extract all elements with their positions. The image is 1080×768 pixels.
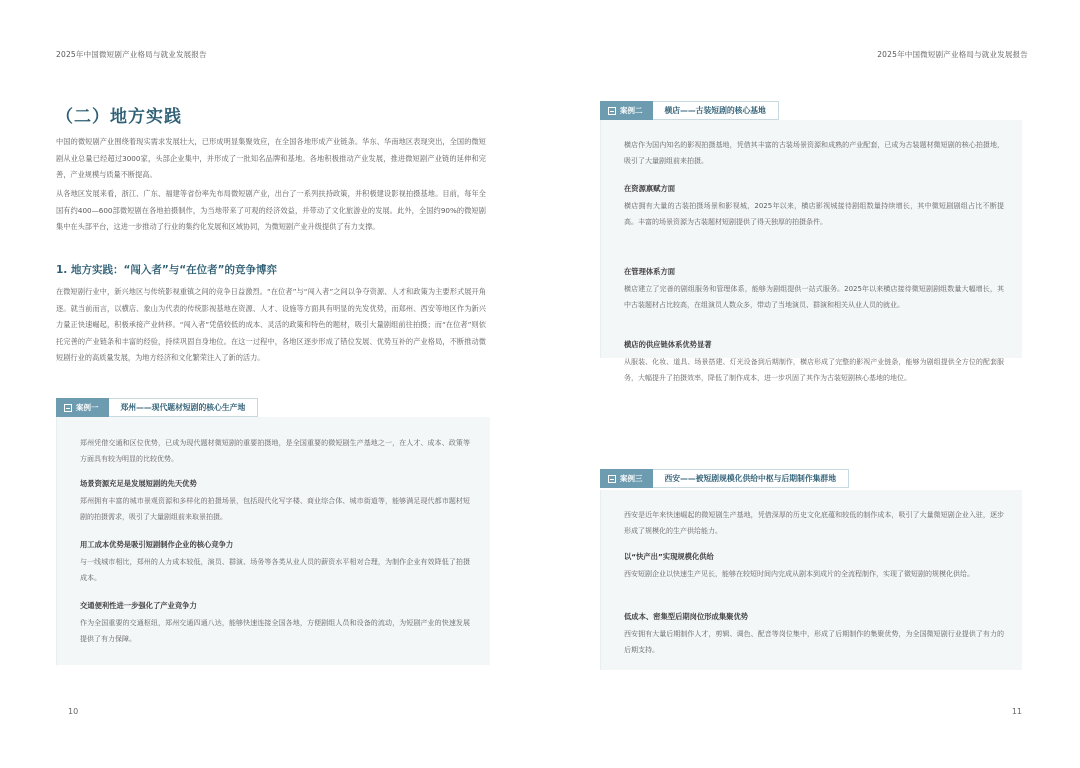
case2-item3-heading: 横店的供应链体系优势显著 (624, 340, 712, 349)
case2-header (600, 101, 779, 120)
case1-tag (56, 398, 109, 417)
case2-item2-heading: 在管理体系方面 (624, 267, 676, 276)
case2-tag-label: 案例二 (620, 106, 643, 115)
right-page (540, 0, 1080, 768)
page-number-left: 10 (68, 707, 79, 716)
case1-item3-heading: 交通便利性进一步强化了产业竞争力 (80, 601, 197, 610)
case-book-icon (608, 107, 616, 115)
case1-item1-heading: 场景资源充足是发展短剧的先天优势 (80, 479, 197, 488)
case2-title: 横店——古装短剧的核心基地 (653, 101, 779, 120)
case2-item1-heading: 在资源禀赋方面 (624, 184, 676, 193)
case3-title: 西安——被短剧规模化供给中枢与后期制作集群地 (653, 469, 850, 488)
case1-lead: 郑州凭借交通和区位优势，已成为现代题材微短剧的重要拍摄地，是全国重要的微短剧生产基地之一，在人才、成本、政策等方面具有较为明显的比较优势。 (80, 439, 470, 463)
case1-item3-text: 作为全国重要的交通枢纽，郑州交通四通八达，能够快速连接全国各地，方便剧组人员和设备的流动，为短剧产业的快速发展提供了有力保障。 (80, 619, 470, 643)
case2-tag (600, 101, 653, 120)
running-head-left: 2025年中国微短剧产业格局与就业发展报告 (56, 50, 207, 59)
case1-item2-heading: 用工成本优势是吸引短剧制作企业的核心竞争力 (80, 540, 234, 549)
case3-item2-text: 西安拥有大量后期制作人才，剪辑、调色、配音等岗位集中，形成了后期制作的集聚优势，为全国微短剧行业提供了有力的后期支持。 (624, 630, 1004, 654)
case3-header (600, 469, 849, 488)
running-head-right: 2025年中国微短剧产业格局与就业发展报告 (877, 50, 1028, 59)
case1-item2-text: 与一线城市相比，郑州的人力成本较低，演员、群演、场务等各类从业人员的薪资水平相对合理，为制作企业有效降低了拍摄成本。 (80, 558, 470, 582)
page-number-right: 11 (1011, 707, 1022, 716)
section-title: （二）地方实践 (56, 107, 182, 127)
case2-item3-text: 从服装、化妆、道具、场景搭建、灯光设备到后期制作，横店形成了完整的影视产业链条，能够为剧组提供全方位的配套服务，大幅提升了拍摄效率，降低了制作成本，进一步巩固了其作为古装短剧核心基地的地位。 (624, 358, 1004, 382)
subsection-title: 1. 地方实践：“闯入者”与“在位者”的竞争博弈 (56, 264, 278, 276)
case3-tag (600, 469, 653, 488)
case3-tag-label: 案例三 (620, 474, 643, 483)
case3-lead: 西安是近年来快速崛起的微短剧生产基地，凭借深厚的历史文化底蕴和较低的制作成本，吸引了大量微短剧企业入驻，逐步形成了规模化的生产供给能力。 (624, 511, 1004, 535)
case-book-icon (64, 404, 72, 412)
case2-item1-text: 横店拥有大量的古装拍摄场景和影视城，2025年以来，横店影视城接待剧组数量持续增长，其中微短剧剧组占比不断提高。丰富的场景资源为古装题材短剧提供了得天独厚的拍摄条件。 (624, 202, 1004, 226)
case1-tag-label: 案例一 (76, 403, 99, 412)
case2-item2-text: 横店建立了完善的剧组服务和管理体系，能够为剧组提供一站式服务。2025年以来横店接待微短剧剧组数量大幅增长，其中古装题材占比较高，在组演员人数众多，带动了当地演员、群演和相关从业人员的就业。 (624, 285, 1004, 309)
case-book-icon (608, 475, 616, 483)
case2-lead: 横店作为国内知名的影视拍摄基地，凭借其丰富的古装场景资源和成熟的产业配套，已成为古装题材微短剧的核心拍摄地，吸引了大量剧组前来拍摄。 (624, 141, 1004, 165)
case3-item2-heading: 低成本、密集型后期岗位形成集聚优势 (624, 612, 749, 621)
case1-title: 郑州——现代题材短剧的核心生产地 (109, 398, 259, 417)
case3-item1-text: 西安短剧企业以快速生产见长，能够在较短时间内完成从剧本到成片的全流程制作，实现了微短剧的规模化供给。 (624, 570, 974, 578)
intro-paragraph-1: 中国的微短剧产业围绕着现实需求发展壮大，已形成明显集聚效应，在全国各地形成产业链条。华东、华南地区表现突出，全国的微短剧从业总量已经超过3000家，头部企业集中，并形成了一批知名品牌和基地。各地积极推动产业发展，推进微短剧产业链的延伸和完善，产业规模与质量不断提高。 (56, 137, 486, 179)
case3-item1-heading: 以“快产出”实现规模化供给 (624, 552, 714, 561)
case1-header (56, 398, 258, 417)
subsection-paragraph: 在微短剧行业中，新兴地区与传统影视重镇之间的竞争日益激烈。“在位者”与“闯入者”之间以争夺资源、人才和政策为主要形式展开角逐。就当前而言，以横店、象山为代表的传统影视基地在资源、人才、设施等方面具有明显的先发优势，而郑州、西安等地区作为新兴力量正快速崛起，积极承接产业转移。“闯入者”凭借较低的成本、灵活的政策和特色的题材，吸引大量剧组前往拍摄；而“在位者”则依托完善的产业链条和丰富的经验，持续巩固自身地位。在这一过程中，各地区逐步形成了错位发展、优势互补的产业格局，不断推动微短剧行业的高质量发展，为地方经济和文化繁荣注入了新的活力。 (56, 287, 486, 362)
case1-item1-text: 郑州拥有丰富的城市景观资源和多样化的拍摄场景，包括现代化写字楼、商业综合体、城市街道等，能够满足现代都市题材短剧的拍摄需求，吸引了大量剧组前来取景拍摄。 (80, 497, 470, 521)
intro-paragraph-2: 从各地区发展来看，浙江、广东、福建等省份率先布局微短剧产业，出台了一系列扶持政策，并积极建设影视拍摄基地。目前，每年全国有约400—600部微短剧在各地拍摄制作，为当地带来了可观的经济效益，并带动了文化旅游业的发展。此外，全国约90%的微短剧集中在头部平台，这进一步推动了行业的集约化发展和区域协同，为微短剧产业升级提供了有力支撑。 (56, 189, 486, 231)
